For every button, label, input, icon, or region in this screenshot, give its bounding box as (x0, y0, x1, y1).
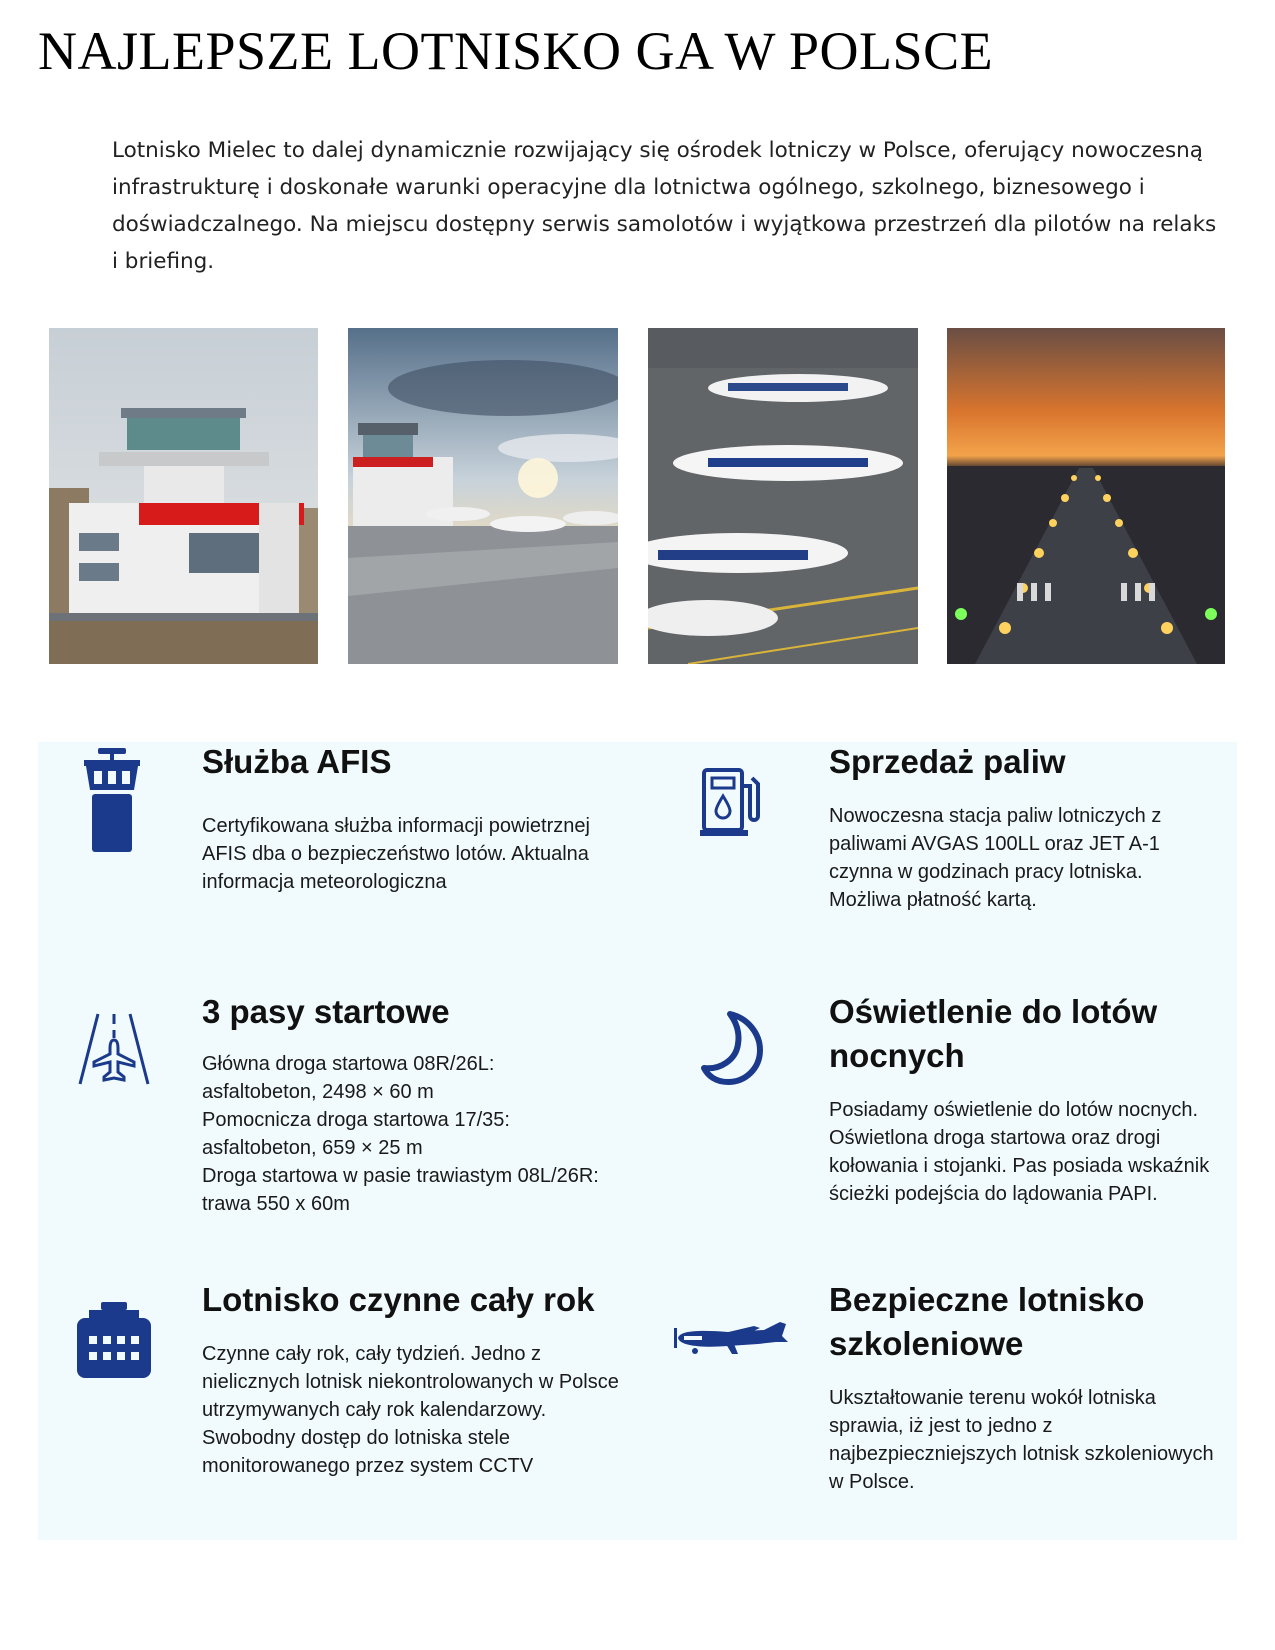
photo-parked-aircraft (648, 328, 918, 664)
intro-paragraph: Lotnisko Mielec to dalej dynamicznie rozwijający się ośrodek lotniczy w Polsce, oferujący nowoczesną infrastrukturę i doskonałe warunki operacyjne dla lotnictwa ogólnego, szkolnego, biznesowego i doświadczalnego. Na miejscu dostępny serwis samolotów i wyjątkowa przestrzeń dla pilotów na relaks i briefing. (112, 138, 1217, 274)
runways-text: Główna droga startowa 08R/26L: asfaltobeton, 2498 × 60 m Pomocnicza droga startowa 17/35: asfaltobeton, 659 × 25 m Droga startowa w pasie trawiastym 08L/26R: trawa 550 x 60m (202, 1053, 599, 1215)
night-text: Posiadamy oświetlenie do lotów nocnych. Oświetlona droga startowa oraz drogi kołowania i stojanki. Pas posiada wskaźnik ścieżki podejścia do lądowania PAPI. (829, 1099, 1210, 1205)
fuel-text: Nowoczesna stacja paliw lotniczych z paliwami AVGAS 100LL oraz JET A-1 czynna w godzinach pracy lotniska. Możliwa płatność kartą. (829, 805, 1162, 911)
photo-apron-jets (348, 328, 618, 664)
photo-runway-lights (947, 328, 1225, 664)
training-title: Bezpieczne lotnisko szkoleniowe (829, 1281, 1145, 1362)
fuel-pump-icon (700, 766, 762, 838)
fuel-title: Sprzedaż paliw (829, 743, 1066, 780)
airplane-icon (672, 1318, 792, 1358)
runway-plane-icon (78, 1012, 150, 1086)
runways-title: 3 pasy startowe (202, 993, 450, 1030)
afis-title: Służba AFIS (202, 743, 392, 780)
training-text: Ukształtowanie terenu wokół lotniska sprawia, iż jest to jedno z najbezpieczniejszych lotnisk szkoleniowych w Polsce. (829, 1387, 1214, 1493)
allyear-text: Czynne cały rok, cały tydzień. Jedno z nielicznych lotnisk niekontrolowanych w Polsce utrzymywanych cały rok kalendarzowy. Swobodny dostęp do lotniska stele monitorowanego przez system CCTV (202, 1343, 619, 1477)
control-tower-icon (80, 748, 144, 852)
photo-control-tower (49, 328, 318, 664)
night-title: Oświetlenie do lotów nocnych (829, 993, 1158, 1074)
afis-text: Certyfikowana służba informacji powietrznej AFIS dba o bezpieczeństwo lotów. Aktualna informacja meteorologiczna (202, 815, 590, 893)
moon-icon (700, 1010, 766, 1086)
allyear-title: Lotnisko czynne cały rok (202, 1281, 595, 1318)
page-title: NAJLEPSZE LOTNISKO GA W POLSCE (38, 21, 994, 81)
calendar-icon (75, 1302, 153, 1380)
